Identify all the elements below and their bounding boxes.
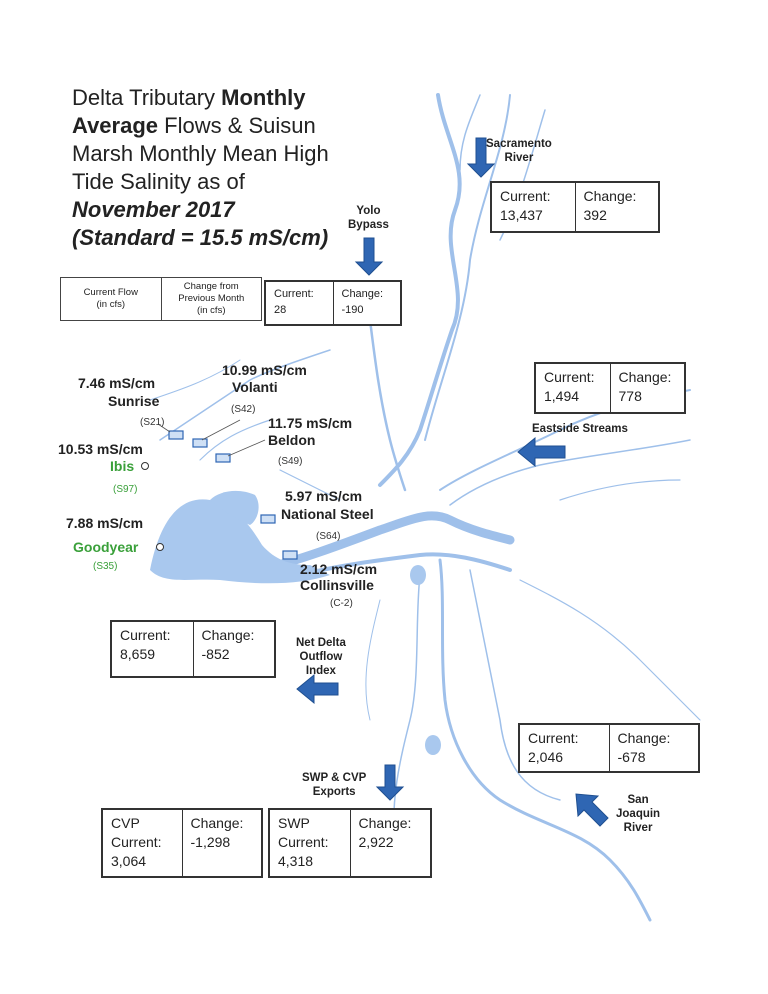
page-title: [72, 84, 372, 252]
station-marker-s49: [216, 454, 230, 462]
swp-current: SWP Current: 4,318: [278, 815, 329, 869]
yolo-label: Yolo Bypass: [348, 205, 389, 231]
beldon-value: 11.75 mS/cm: [268, 415, 353, 431]
legend-change: Change from Previous Month (in cfs): [178, 281, 245, 316]
san-joaquin-change: Change: -678: [609, 725, 699, 771]
volanti-code: (S42): [231, 404, 256, 415]
collinsville-value: 2.12 mS/cm: [300, 561, 378, 577]
ibis-name: Ibis: [110, 458, 135, 474]
san-joaquin-current: Current: 2,046: [528, 730, 579, 765]
swp-change: Change: 2,922: [350, 810, 431, 876]
goodyear-name: Goodyear: [73, 539, 139, 555]
ndoi-flow-box: [110, 620, 276, 678]
station-marker-s35: [157, 544, 164, 551]
national-steel-name: National Steel: [281, 506, 374, 522]
title-line-3: Marsh Monthly Mean High: [72, 141, 329, 166]
ndoi-arrow: [297, 675, 338, 703]
sunrise-value: 7.46 mS/cm: [78, 375, 156, 391]
eastside-label: Eastside Streams: [532, 423, 628, 435]
collinsville-code: (C-2): [330, 598, 353, 609]
national-steel-value: 5.97 mS/cm: [285, 488, 363, 504]
eastside-change: Change: 778: [610, 364, 685, 412]
volanti-name: Volanti: [232, 379, 278, 395]
goodyear-code: (S35): [93, 561, 118, 572]
legend-current: Current Flow (in cfs): [61, 278, 162, 320]
cvp-flow-box: [101, 808, 263, 878]
station-marker-s42: [193, 439, 207, 447]
sacramento-current: Current: 13,437: [500, 188, 551, 223]
station-marker-s97: [142, 463, 149, 470]
delta-channel: [260, 516, 510, 570]
eastside-flow-box: [534, 362, 686, 414]
san-joaquin-arrow: [576, 794, 608, 826]
volanti-value: 10.99 mS/cm: [222, 362, 307, 378]
title-line-1b: Monthly: [221, 85, 306, 110]
ndoi-label: Net Delta Outflow Index: [296, 637, 346, 677]
title-line-1a: Delta Tributary: [72, 85, 222, 110]
cvp-current: CVP Current: 3,064: [111, 815, 162, 869]
station-marker-s21: [169, 431, 183, 439]
beldon-name: Beldon: [268, 432, 316, 448]
title-line-4: Tide Salinity as of: [72, 169, 245, 194]
san-joaquin-label: San Joaquin River: [616, 794, 661, 834]
san-joaquin-flow-box: [518, 723, 700, 773]
beldon-code: (S49): [278, 456, 303, 467]
swp-flow-box: [268, 808, 432, 878]
yolo-current: Current: 28: [274, 288, 314, 316]
cvp-change: Change: -1,298: [182, 810, 262, 876]
flow-legend: [60, 277, 262, 321]
station-marker-c2: [283, 551, 297, 559]
exports-label: SWP & CVP Exports: [302, 772, 367, 798]
sunrise-code: (S21): [140, 417, 165, 428]
sacramento-change: Change: 392: [575, 183, 659, 231]
title-standard: (Standard = 15.5 mS/cm): [72, 225, 329, 250]
ndoi-change: Change: -852: [193, 622, 275, 676]
eastside-current: Current: 1,494: [544, 369, 595, 404]
sacramento-label: Sacramento River: [486, 138, 552, 164]
sacramento-flow-box: [490, 181, 660, 233]
collinsville-name: Collinsville: [300, 577, 374, 593]
title-line-2b: Flows & Suisun: [158, 113, 316, 138]
title-line-2a: Average: [72, 113, 159, 138]
sunrise-name: Sunrise: [108, 393, 160, 409]
yolo-flow-box: [264, 280, 402, 326]
ndoi-current: Current: 8,659: [120, 627, 171, 662]
goodyear-value: 7.88 mS/cm: [66, 515, 144, 531]
ibis-value: 10.53 mS/cm: [58, 441, 143, 457]
yolo-change: Change: -190: [333, 282, 401, 324]
title-date: November 2017: [72, 197, 235, 222]
ibis-code: (S97): [113, 484, 138, 495]
national-steel-code: (S64): [316, 531, 341, 542]
station-marker-s64: [261, 515, 275, 523]
